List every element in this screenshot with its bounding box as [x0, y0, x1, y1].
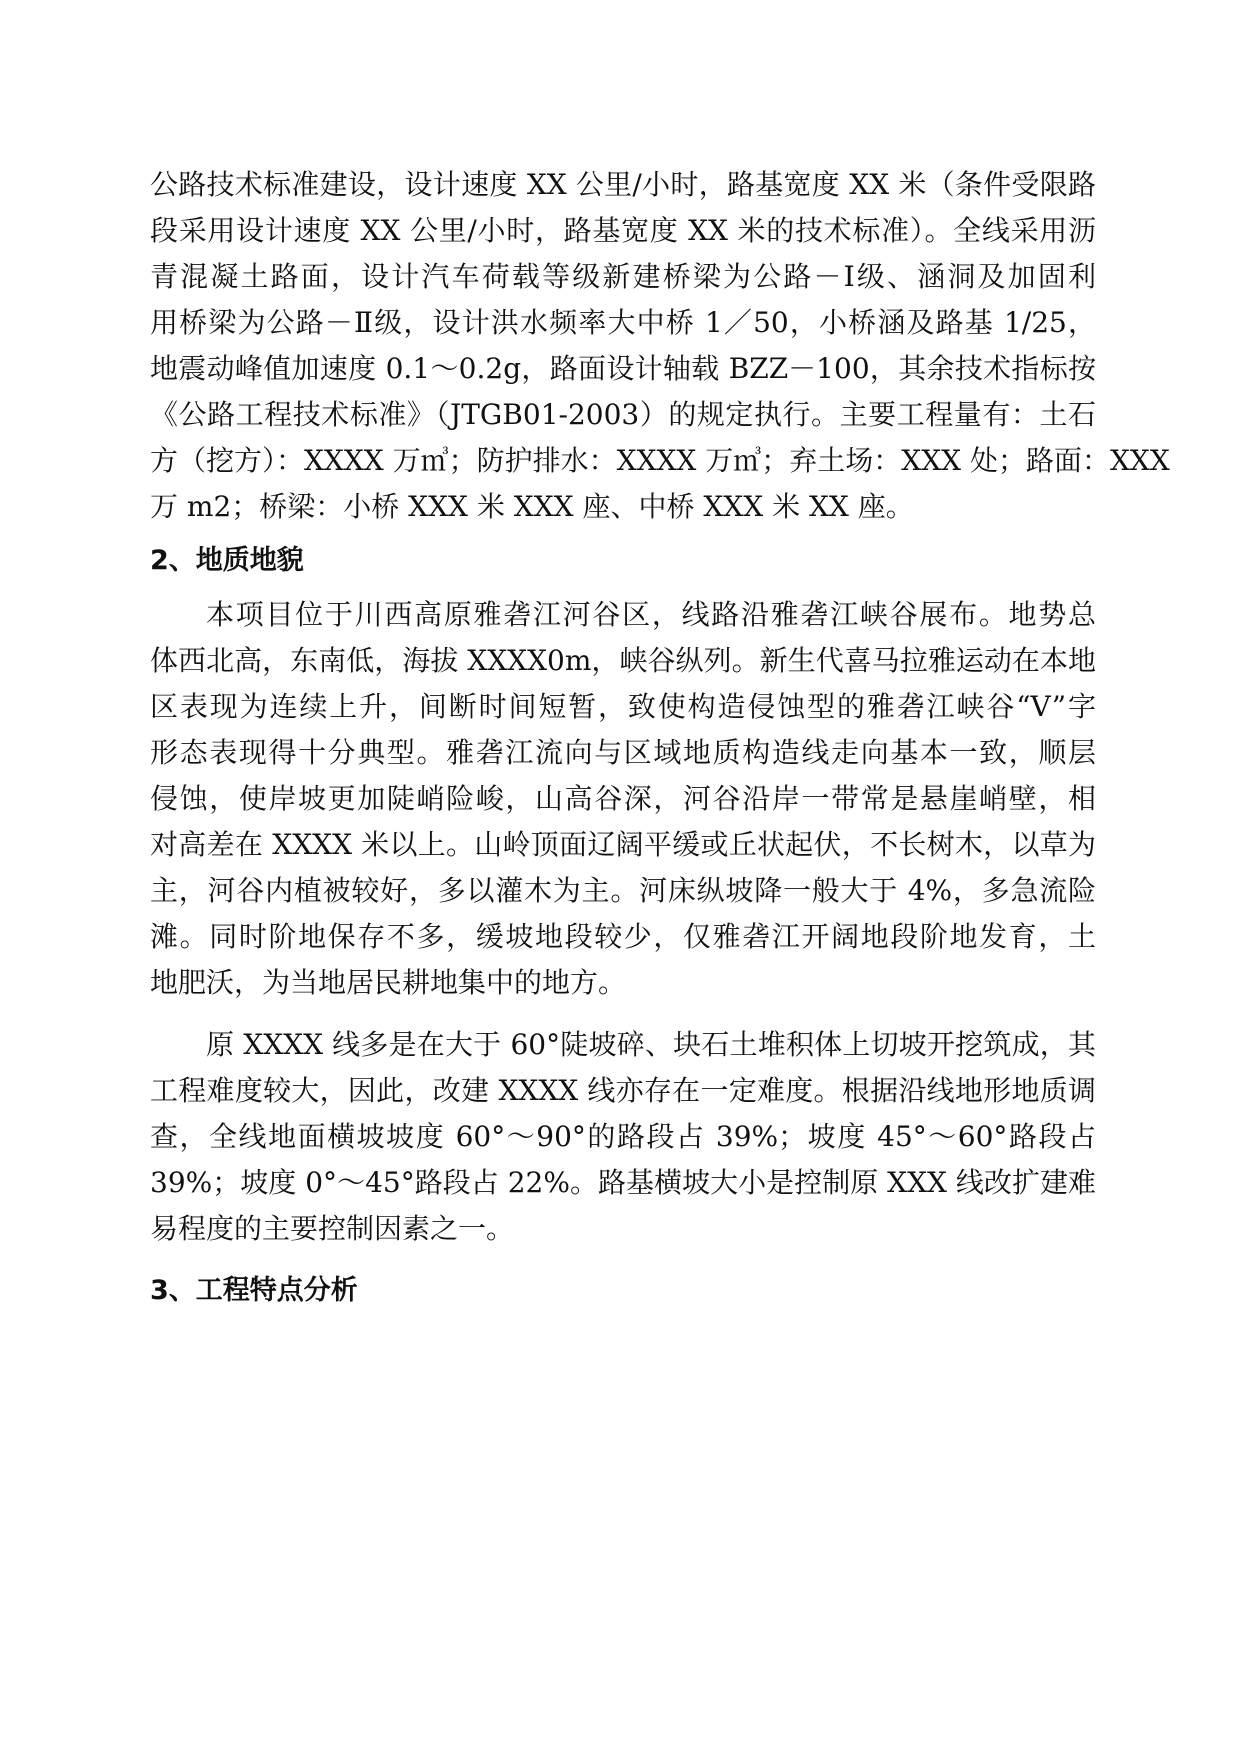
text-line: 《公路工程技术标准》（JTGB01-2003）的规定执行。主要工程量有：土石 — [150, 398, 1096, 431]
text-line: 原 XXXX 线多是在大于 60°陡坡碎、块石土堆积体上切坡开挖筑成，其 — [206, 1028, 1096, 1061]
paragraph-slope-analysis — [150, 1022, 1096, 1252]
paragraph-technical-standards — [150, 162, 1170, 530]
text-line: 侵蚀，使岸坡更加陡峭险峻，山高谷深，河谷沿岸一带常是悬崖峭壁，相 — [150, 782, 1096, 815]
text-line: 易程度的主要控制因素之一。 — [150, 1212, 515, 1245]
text-line: 公路技术标准建设，设计速度 XX 公里/小时，路基宽度 XX 米（条件受限路 — [150, 168, 1096, 201]
text-line: 用桥梁为公路－Ⅱ级，设计洪水频率大中桥 1／50，小桥涵及路基 1/25， — [150, 306, 1096, 339]
text-line: 主，河谷内植被较好，多以灌木为主。河床纵坡降一般大于 4%，多急流险 — [150, 874, 1096, 907]
text-line: 地肥沃，为当地居民耕地集中的地方。 — [150, 966, 627, 999]
section-heading-geology: 2、地质地貌 — [150, 545, 304, 576]
text-line: 地震动峰值加速度 0.1～0.2g，路面设计轴载 BZZ－100，其余技术指标按 — [150, 352, 1096, 385]
text-line: 青混凝土路面，设计汽车荷载等级新建桥梁为公路－Ⅰ级、涵洞及加固利 — [150, 260, 1096, 293]
text-line: 滩。同时阶地保存不多，缓坡地段较少，仅雅砻江开阔地段阶地发育，土 — [150, 920, 1096, 953]
paragraph-terrain — [150, 592, 1096, 1006]
text-line: 39%；坡度 0°～45°路段占 22%。路基横坡大小是控制原 XXX 线改扩建难 — [150, 1166, 1096, 1199]
text-line: 万 m2；桥梁：小桥 XXX 米 XXX 座、中桥 XXX 米 XX 座。 — [150, 490, 914, 523]
text-line: 查，全线地面横坡坡度 60°～90°的路段占 39%；坡度 45°～60°路段占 — [150, 1120, 1096, 1153]
text-line: 段采用设计速度 XX 公里/小时，路基宽度 XX 米的技术标准）。全线采用沥 — [150, 214, 1096, 247]
text-line: 工程难度较大，因此，改建 XXXX 线亦存在一定难度。根据沿线地形地质调 — [150, 1074, 1096, 1107]
text-line: 形态表现得十分典型。雅砻江流向与区域地质构造线走向基本一致，顺层 — [150, 736, 1096, 769]
text-line: 区表现为连续上升，间断时间短暂，致使构造侵蚀型的雅砻江峡谷“V”字 — [150, 690, 1096, 723]
text-line: 对高差在 XXXX 米以上。山岭顶面辽阔平缓或丘状起伏，不长树木，以草为 — [150, 828, 1096, 861]
section-heading-engineering-analysis: 3、工程特点分析 — [150, 1275, 358, 1306]
text-line: 本项目位于川西高原雅砻江河谷区，线路沿雅砻江峡谷展布。地势总 — [206, 598, 1096, 631]
document-body — [150, 162, 1170, 1314]
text-line: 方（挖方）：XXXX 万㎥；防护排水：XXXX 万㎥；弃土场：XXX 处；路面：XXX — [150, 444, 1170, 477]
text-line: 体西北高，东南低，海拔 XXXX0m，峡谷纵列。新生代喜马拉雅运动在本地 — [150, 644, 1096, 677]
